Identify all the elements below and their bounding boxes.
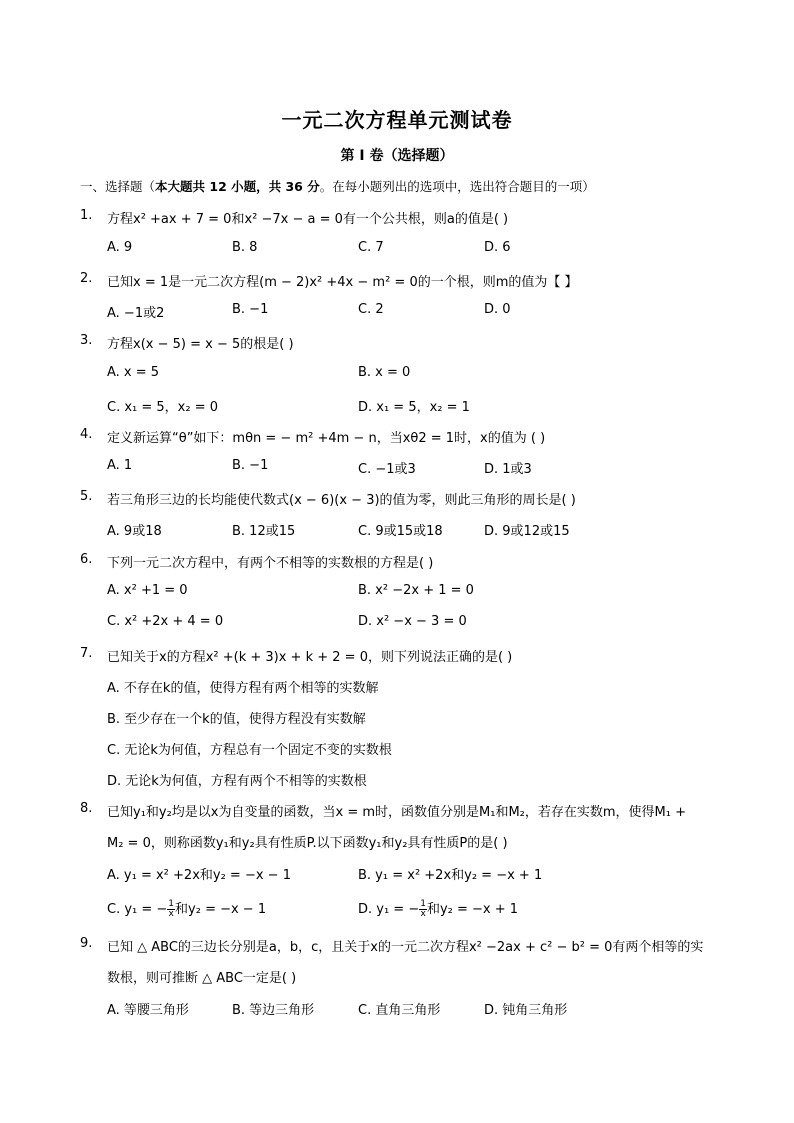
question-text: 已知关于x的方程x² +(k + 3)x + k + 2 = 0，则下列说法正确的是( ) bbox=[107, 650, 513, 665]
option-d[interactable]: D. x₁ = 5，x₂ = 1 bbox=[358, 400, 470, 415]
option-c-label: C. y₁ = − bbox=[107, 902, 168, 917]
fraction: $\frac{1}{x}$ bbox=[168, 899, 175, 919]
option-d[interactable]: D. 无论k为何值，方程有两个不相等的实数根 bbox=[107, 774, 367, 789]
option-d[interactable]: D. x² −x − 3 = 0 bbox=[358, 614, 467, 629]
option-d[interactable]: D. 9或12或15 bbox=[484, 524, 570, 539]
question-number: 8. bbox=[80, 801, 93, 816]
option-a[interactable]: A. 9或18 bbox=[107, 524, 162, 539]
question-text: 定义新运算“θ”如下：mθn = − m² +4m − n，当xθ2 = 1时，x的值为 ( ) bbox=[107, 431, 546, 446]
question-text: 若三角形三边的长均能使代数式(x − 6)(x − 3)的值为零，则此三角形的周长是( ) bbox=[107, 493, 576, 508]
option-a[interactable]: A. 等腰三角形 bbox=[107, 1003, 189, 1018]
option-d[interactable]: D. 钝角三角形 bbox=[484, 1003, 568, 1018]
question-text: 方程x² +ax + 7 = 0和x² −7x − a = 0有一个公共根，则a的值是( ) bbox=[107, 212, 509, 227]
option-c[interactable]: C. 无论k为何值，方程总有一个固定不变的实数根 bbox=[107, 743, 392, 758]
option-c[interactable] bbox=[107, 898, 266, 919]
option-b[interactable]: B. x² −2x + 1 = 0 bbox=[358, 583, 474, 598]
option-b[interactable]: B. 等边三角形 bbox=[232, 1003, 315, 1018]
option-d-tail: 和y₂ = −x + 1 bbox=[426, 902, 519, 917]
question-number: 4. bbox=[80, 427, 93, 442]
question-number: 7. bbox=[80, 646, 93, 661]
question-text: 已知 △ ABC的三边长分别是a，b，c，且关于x的一元二次方程x² −2ax + c² − b² = 0有两个相等的实 bbox=[107, 940, 704, 955]
question-number: 6. bbox=[80, 552, 93, 567]
option-d[interactable]: D. 6 bbox=[484, 240, 511, 255]
question-text-cont: 数根，则可推断 △ ABC一定是( ) bbox=[107, 971, 297, 986]
question-number: 3. bbox=[80, 333, 93, 348]
question-number: 5. bbox=[80, 489, 93, 504]
option-a[interactable]: A. 1 bbox=[107, 458, 133, 473]
question-text-cont: M₂ = 0，则称函数y₁和y₂具有性质P.以下函数y₁和y₂具有性质P的是( ) bbox=[107, 836, 508, 851]
option-a[interactable]: A. 9 bbox=[107, 240, 133, 255]
option-b[interactable]: B. x = 0 bbox=[358, 365, 411, 380]
option-b[interactable]: B. −1 bbox=[232, 458, 269, 473]
question-text: 方程x(x − 5) = x − 5的根是( ) bbox=[107, 337, 294, 352]
question-number: 9. bbox=[80, 936, 93, 951]
option-c[interactable]: C. x² +2x + 4 = 0 bbox=[107, 614, 224, 629]
option-a[interactable]: A. 不存在k的值，使得方程有两个相等的实数解 bbox=[107, 681, 379, 696]
option-b[interactable]: B. 8 bbox=[232, 240, 258, 255]
page-subtitle: 第 I 卷（选择题） bbox=[340, 148, 454, 164]
option-c[interactable]: C. 直角三角形 bbox=[358, 1003, 441, 1018]
fraction: $\frac{1}{x}$ bbox=[420, 899, 426, 919]
option-a[interactable]: A. x² +1 = 0 bbox=[107, 583, 188, 598]
question-text: 已知y₁和y₂均是以x为自变量的函数，当x = m时，函数值分别是M₁和M₂，若存在实数m，使得M₁ + bbox=[107, 805, 686, 820]
option-c[interactable]: C. x₁ = 5，x₂ = 0 bbox=[107, 400, 219, 415]
option-d[interactable]: D. 1或3 bbox=[484, 462, 532, 477]
option-d-label: D. y₁ = − bbox=[358, 902, 420, 917]
option-b[interactable]: B. y₁ = x² +2x和y₂ = −x + 1 bbox=[358, 868, 543, 883]
question-text: 已知x = 1是一元二次方程(m − 2)x² +4x − m² = 0的一个根，则m的值为【 】 bbox=[107, 275, 578, 290]
page-title: 一元二次方程单元测试卷 bbox=[281, 108, 513, 132]
option-a[interactable]: A. y₁ = x² +2x和y₂ = −x − 1 bbox=[107, 868, 291, 883]
option-d[interactable] bbox=[358, 898, 518, 919]
section-heading: 一、选择题（本大题共 12 小题，共 36 分。在每小题列出的选项中，选出符合题目的一项） bbox=[80, 179, 595, 194]
option-a[interactable]: A. −1或2 bbox=[107, 306, 165, 321]
option-b[interactable]: B. 12或15 bbox=[232, 524, 296, 539]
question-text: 下列一元二次方程中，有两个不相等的实数根的方程是( ) bbox=[107, 556, 434, 571]
option-c-tail: 和y₂ = −x − 1 bbox=[175, 902, 267, 917]
option-c[interactable]: C. 9或15或18 bbox=[358, 524, 443, 539]
question-number: 2. bbox=[80, 271, 93, 286]
option-c[interactable]: C. −1或3 bbox=[358, 462, 416, 477]
option-c[interactable]: C. 2 bbox=[358, 302, 384, 317]
option-c[interactable]: C. 7 bbox=[358, 240, 384, 255]
option-a[interactable]: A. x = 5 bbox=[107, 365, 160, 380]
option-b[interactable]: B. −1 bbox=[232, 302, 269, 317]
option-b[interactable]: B. 至少存在一个k的值，使得方程没有实数解 bbox=[107, 712, 366, 727]
option-d[interactable]: D. 0 bbox=[484, 302, 511, 317]
question-number: 1. bbox=[80, 208, 93, 223]
